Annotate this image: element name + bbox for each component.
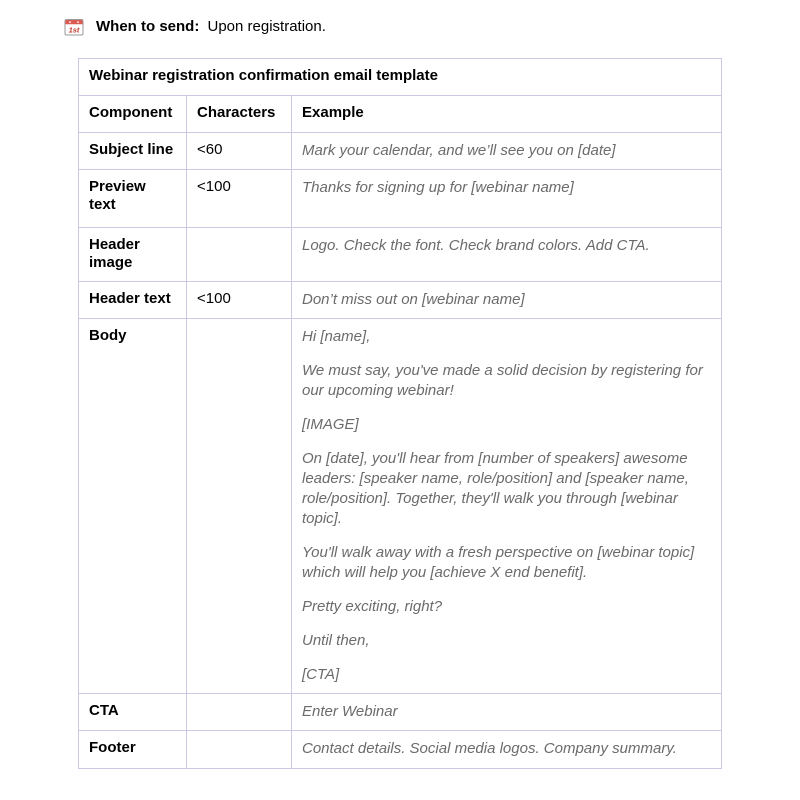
example-cell [292, 228, 722, 282]
email-template-table [78, 58, 722, 769]
example-text: Thanks for signing up for [webinar name] [302, 179, 574, 196]
component-cell: CTA [79, 694, 187, 731]
characters-cell [187, 694, 292, 731]
column-header-characters: Characters [187, 96, 292, 133]
example-cell [292, 731, 722, 769]
column-header-component: Component [79, 96, 187, 133]
example-text: Pretty exciting, right? [302, 598, 443, 615]
svg-text:1st: 1st [68, 25, 80, 35]
example-text: Enter Webinar [302, 703, 398, 720]
component-cell: Footer [79, 731, 187, 769]
example-text: We must say, you've made a solid decision by registering for our upcoming webinar! [302, 362, 703, 399]
component-cell: Header image [79, 228, 187, 282]
table-row-subject-line [79, 133, 722, 170]
table-row-header-image [79, 228, 722, 282]
table-row-header-text [79, 282, 722, 319]
characters-cell: <100 [187, 282, 292, 319]
example-cell [292, 282, 722, 319]
example-text: [IMAGE] [302, 416, 359, 433]
characters-cell [187, 319, 292, 694]
characters-cell [187, 731, 292, 769]
when-to-send-label: When to send: [96, 18, 200, 35]
table-row-body [79, 319, 722, 694]
table-title-row [79, 59, 722, 96]
example-text: Logo. Check the font. Check brand colors. Add CTA. [302, 237, 650, 254]
when-to-send-note [64, 17, 800, 37]
column-header-example: Example [292, 96, 722, 133]
example-text: Don’t miss out on [webinar name] [302, 291, 525, 308]
example-text: Until then, [302, 632, 370, 649]
table-row-cta [79, 694, 722, 731]
example-text: Hi [name], [302, 328, 371, 345]
example-cell [292, 133, 722, 170]
table-row-footer [79, 731, 722, 769]
component-cell: Subject line [79, 133, 187, 170]
table-header-row [79, 96, 722, 133]
example-cell [292, 170, 722, 228]
example-text: You'll walk away with a fresh perspective on [webinar topic] which will help you [achieve X end benefit]. [302, 544, 695, 581]
table-row-preview-text [79, 170, 722, 228]
example-text: Contact details. Social media logos. Company summary. [302, 740, 677, 757]
when-to-send-text [96, 17, 326, 37]
characters-cell: <60 [187, 133, 292, 170]
example-text: Mark your calendar, and we’ll see you on [date] [302, 142, 616, 159]
example-cell [292, 319, 722, 694]
table-title: Webinar registration confirmation email template [79, 59, 722, 96]
example-text: [CTA] [302, 666, 340, 683]
component-cell: Body [79, 319, 187, 694]
characters-cell [187, 228, 292, 282]
characters-cell: <100 [187, 170, 292, 228]
component-cell: Header text [79, 282, 187, 319]
calendar-icon [64, 17, 84, 37]
component-cell: Preview text [79, 170, 187, 228]
example-cell [292, 694, 722, 731]
example-text: On [date], you'll hear from [number of speakers] awesome leaders: [speaker name, role/position] and [speaker name, role/position]. Together, they'll walk you through [webinar topic]. [302, 450, 689, 527]
when-to-send-value: Upon registration. [207, 18, 326, 35]
